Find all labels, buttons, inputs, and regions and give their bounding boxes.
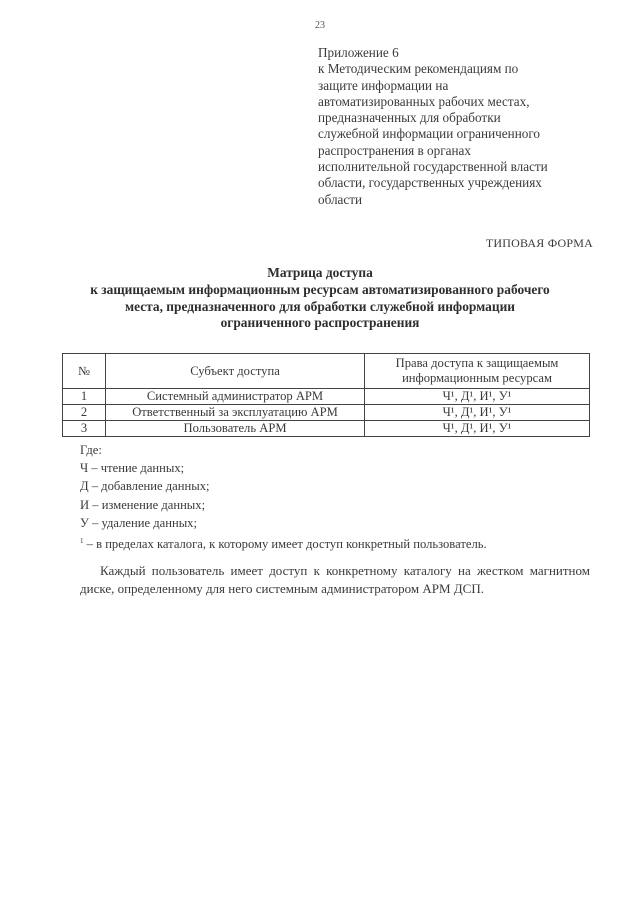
legend-item: Д – добавление данных; xyxy=(80,479,210,494)
page-number: 23 xyxy=(315,20,325,31)
table-row xyxy=(63,389,590,405)
form-type-label: ТИПОВАЯ ФОРМА xyxy=(485,236,593,250)
title-line: к защищаемым информационным ресурсам автоматизированного рабочего xyxy=(90,281,550,297)
row-rights: Ч¹, Д¹, И¹, У¹ xyxy=(365,389,590,405)
legend-item: У – удаление данных; xyxy=(80,515,197,530)
legend xyxy=(80,441,487,553)
body-paragraph: Каждый пользователь имеет доступ к конкретному каталогу на жестком магнитном диске, определенному для него системным администратором АРМ ДСП. xyxy=(80,563,590,596)
title-line: Матрица доступа xyxy=(267,265,373,280)
footnote-mark: 1 xyxy=(80,537,84,546)
row-subject: Ответственный за эксплуатацию АРМ xyxy=(106,405,365,421)
row-number: 3 xyxy=(63,421,106,437)
appendix-line: к Методическим рекомендациям по xyxy=(318,61,519,77)
title-line: ограниченного распространения xyxy=(220,315,420,331)
table-header-row xyxy=(63,354,590,389)
appendix-line: области xyxy=(318,191,363,207)
row-rights: Ч¹, Д¹, И¹, У¹ xyxy=(365,405,590,421)
appendix-header xyxy=(318,45,598,208)
footnote xyxy=(80,532,487,553)
header-rights xyxy=(365,354,590,389)
legend-where: Где: xyxy=(80,443,102,457)
appendix-line: предназначенных для обработки xyxy=(318,110,501,126)
header-rights-line: Права доступа к защищаемым xyxy=(395,356,559,370)
row-subject: Системный администратор АРМ xyxy=(106,389,365,405)
row-rights: Ч¹, Д¹, И¹, У¹ xyxy=(365,421,590,437)
legend-item: Ч – чтение данных; xyxy=(80,461,185,476)
header-rights-line: информационным ресурсам xyxy=(402,371,552,385)
header-number: № xyxy=(63,354,106,389)
appendix-line: исполнительной государственной власти xyxy=(318,159,548,175)
appendix-line: защите информации на xyxy=(318,77,449,93)
document-title xyxy=(40,265,600,332)
table-row xyxy=(63,405,590,421)
table-row xyxy=(63,421,590,437)
header-subject: Субъект доступа xyxy=(106,354,365,389)
appendix-line: автоматизированных рабочих местах, xyxy=(318,93,530,109)
row-subject: Пользователь АРМ xyxy=(106,421,365,437)
row-number: 1 xyxy=(63,389,106,405)
appendix-line: распространения в органах xyxy=(318,142,471,158)
appendix-line: служебной информации ограниченного xyxy=(318,126,541,142)
legend-item: И – изменение данных; xyxy=(80,497,206,512)
title-line: места, предназначенного для обработки служебной информации xyxy=(124,298,515,314)
row-number: 2 xyxy=(63,405,106,421)
appendix-line: Приложение 6 xyxy=(318,45,399,60)
appendix-line: области, государственных учреждениях xyxy=(318,175,542,191)
footnote-text: – в пределах каталога, к которому имеет доступ конкретный пользователь. xyxy=(83,537,487,552)
access-matrix-table xyxy=(62,353,590,437)
